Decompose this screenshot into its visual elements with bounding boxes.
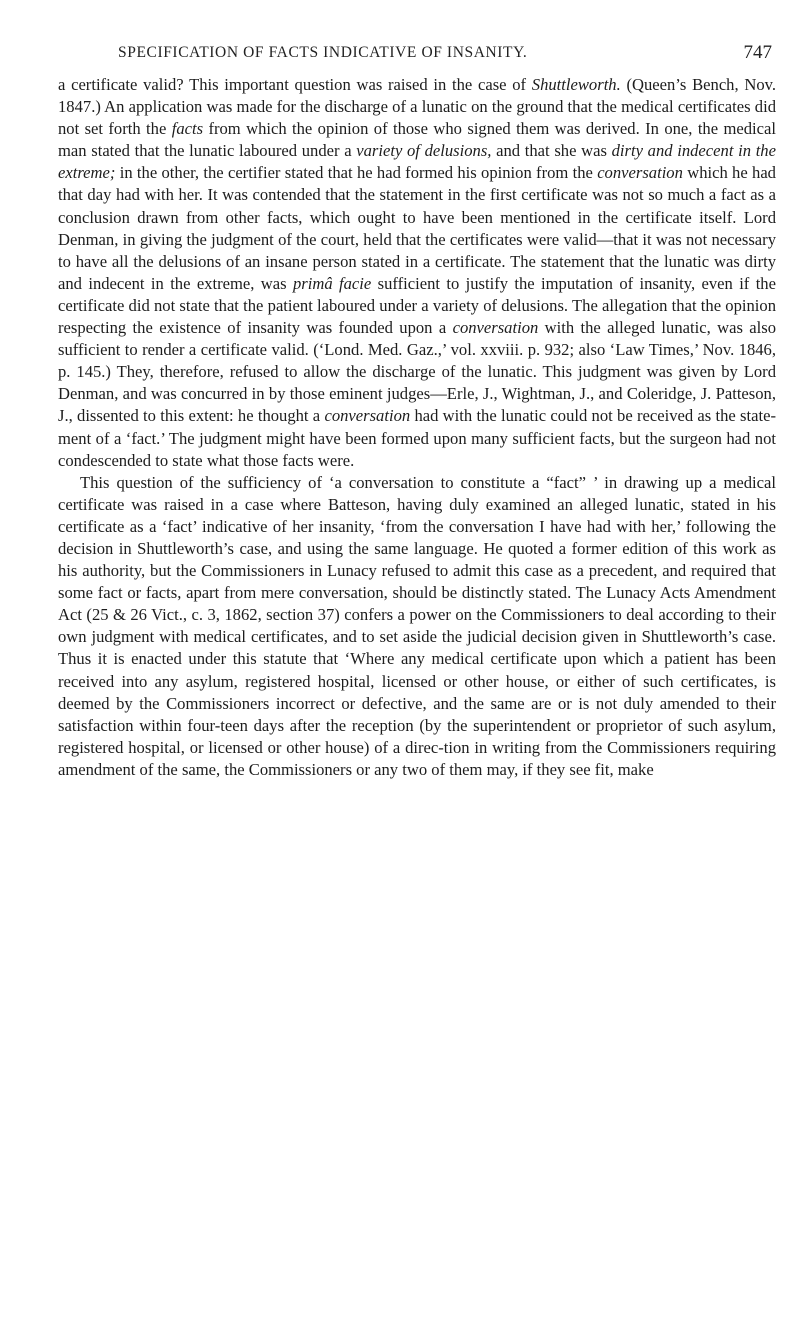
text-run: from which the opinion of those who signed them was derived. In one, the medical man stated that the lunatic laboured under a xyxy=(58,119,776,161)
body-text xyxy=(58,74,776,781)
case-name-italic: Shuttleworth. xyxy=(531,75,621,94)
page-header xyxy=(58,44,776,74)
text-run: in the other, the certifier stated that he had formed his opinion from the xyxy=(115,163,598,183)
emphasis-dirty-and-indecent: dirty and indecent in the extreme; xyxy=(58,141,776,183)
text-run: had with the lunatic could not be received as the state-ment of a ‘fact.’ The judgment might have been formed upon many sufficient facts, but the surgeon had not condescended to state what those facts were. xyxy=(58,406,776,470)
page-number: 747 xyxy=(743,42,772,63)
emphasis-prima-facie: primâ facie xyxy=(292,273,372,293)
text-run: sufficient to justify the imputation of insanity, even if the certificate did not state that the patient laboured under a variety of delusions. The allegation that the opinion respecting the existence of insanity was founded upon a xyxy=(58,273,776,338)
text-run: which he had that day had with her. It was contended that the statement in the first certificate was not so much a fact as a conclusion drawn from other facts, which ought to have been mentioned in the certificate itself. Lord Denman, in giving the judgment of the court, held that the certificates were valid—that it was not necessary to have all the delusions of an insane person stated in a certificate. The statement that the lunatic was dirty and indecent in the extreme, was xyxy=(58,163,776,293)
text-run: (Queen’s Bench, Nov. 1847.) An application was made for the discharge of a lunatic on the ground that the medical certificates did not set forth the xyxy=(58,75,776,139)
book-page xyxy=(58,44,776,781)
text-run: a certificate valid? This important question was raised in the case of xyxy=(58,75,532,94)
paragraph-conversation-question: This question of the sufficiency of ‘a conversation to constitute a “fact” ’ in drawing up a medical certificate was raised in a case where Batteson, having duly examined an alleged lunatic, stated in his certificate as a ‘fact’ indicative of her insanity, ‘from the conversation I have had with her,’ following the decision in Shuttleworth’s case, and using the same language. He quoted a former edition of this work as his authority, but the Commissioners in Lunacy refused to admit this case as a precedent, and required that some fact or facts, apart from mere conversation, should be distinctly stated. The Lunacy Acts Amendment Act (25 & 26 Vict., c. 3, 1862, section 37) confers a power on the Commissioners to deal according to their own judgment with medical certificates, and to set aside the judicial decision given in Shuttleworth’s case. Thus it is enacted under this statute that ‘Where any medical certificate upon which a patient has been received into any asylum, registered hospital, licensed or other house, or either of such certificates, is deemed by the Commissioners incorrect or defective, and the same are or is not duly amended to their satisfaction within four-teen days after the reception (by the superintendent or proprietor of such asylum, registered hospital, or licensed or other house) of a direc-tion in writing from the Commissioners requiring amendment of the same, the Commissioners or any two of them may, if they see fit, make xyxy=(58,472,776,779)
emphasis-conversation: conversation xyxy=(324,406,411,426)
paragraph-shuttleworth-case xyxy=(58,74,776,472)
text-run: and that she was xyxy=(491,141,612,161)
emphasis-conversation: conversation xyxy=(597,163,683,183)
emphasis-variety-of-delusions: variety of delusions, xyxy=(356,141,492,161)
emphasis-facts: facts xyxy=(171,119,204,139)
text-run: with the alleged lunatic, was also sufficient to render a certificate valid. (‘Lond. Med. Gaz.,’ vol. xxviii. p. 932; also ‘Law Times,’ Nov. 1846, p. 145.) They, therefore, refused to allow the discharge of the lunatic. This judgment was given by Lord Denman, and was concurred in by those eminent judges—Erle, J., Wightman, J., and Coleridge, J. Patteson, J., dissented to this extent: he thought a xyxy=(58,318,776,426)
running-head: SPECIFICATION OF FACTS INDICATIVE OF INSANITY. xyxy=(118,44,528,61)
emphasis-conversation: conversation xyxy=(452,318,539,338)
